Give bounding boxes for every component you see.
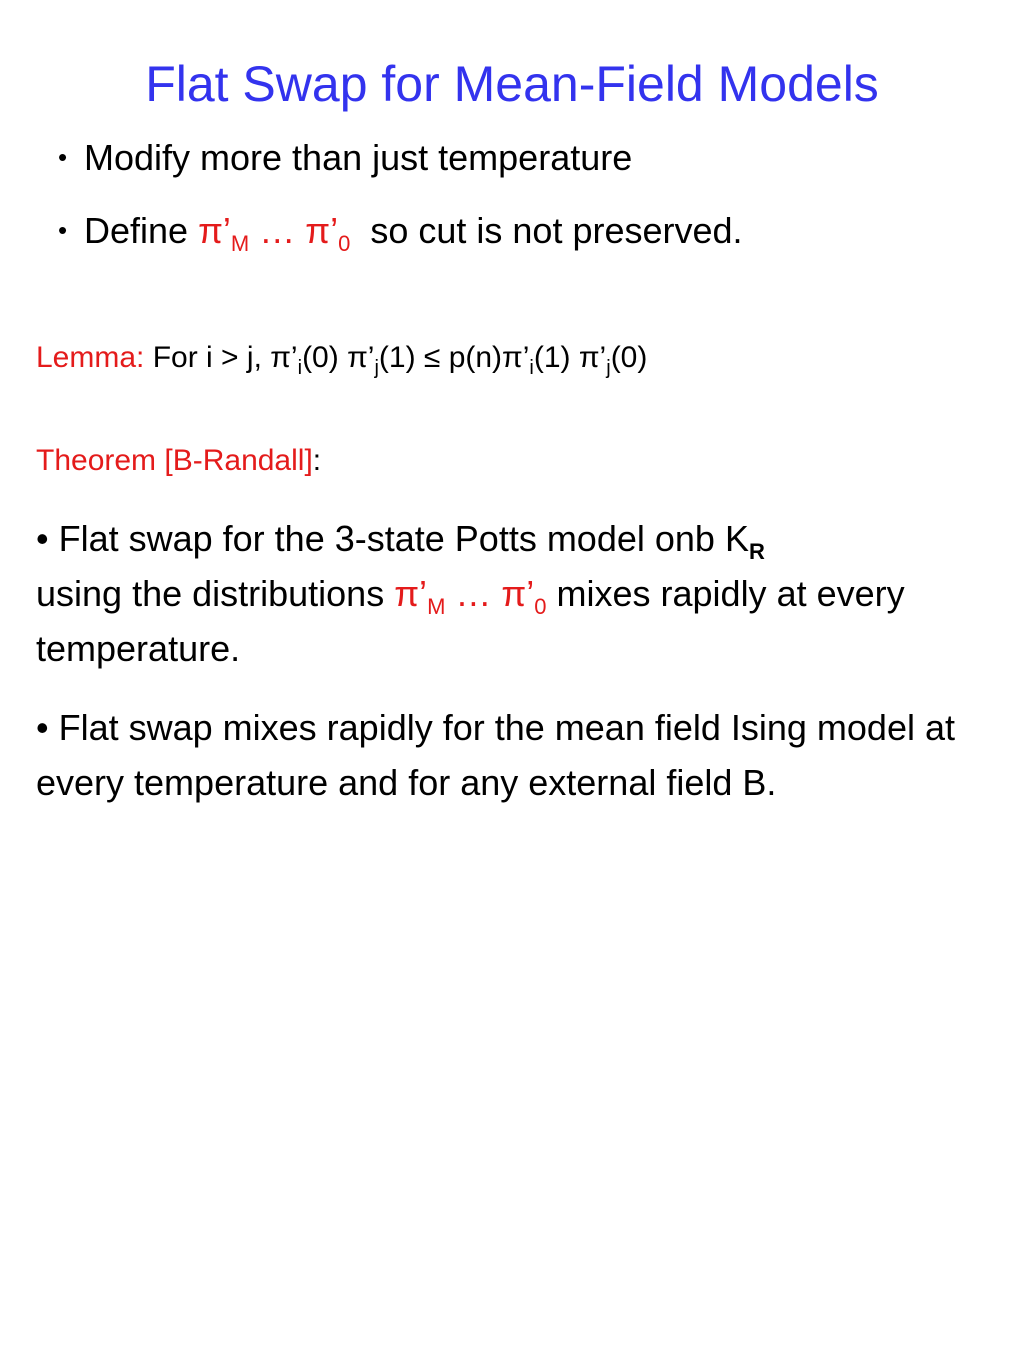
lemma-text-5: (0)	[610, 341, 648, 374]
lemma-label: Lemma:	[36, 341, 145, 374]
pi-m-subscript: M	[427, 594, 446, 619]
pi-0-subscript: 0	[338, 231, 351, 256]
result-ising: • Flat swap mixes rapidly for the mean field Ising model at every temperature and for any external field B.	[36, 707, 956, 803]
ellipsis: …	[445, 573, 502, 614]
bullet-modify	[58, 134, 632, 181]
bullet-suffix: so cut is not preserved.	[350, 210, 743, 251]
theorem-heading	[36, 441, 321, 481]
slide-title: Flat Swap for Mean-Field Models	[145, 56, 879, 112]
bullet-marker: •	[58, 215, 68, 245]
lemma-text-1: For i > j, π’	[144, 341, 298, 374]
pi-m-symbol	[198, 210, 351, 256]
result-potts	[36, 511, 986, 676]
theorem-label: Theorem [B-Randall]	[36, 444, 313, 477]
pi-0-text: π’	[501, 573, 535, 614]
lemma-text-3: (1) ≤ p(n)π’	[378, 341, 530, 374]
ellipsis: …	[249, 210, 306, 251]
lemma-text-2: (0) π’	[302, 341, 375, 374]
lemma-text-4: (1) π’	[533, 341, 607, 374]
lemma-sub-1: i	[297, 357, 303, 379]
pi-m-subscript: M	[230, 231, 250, 256]
pi-0-text: π’	[305, 210, 339, 251]
pi-m-text: π’	[198, 210, 231, 251]
potts-line-1: • Flat swap for the 3-state Potts model onb K	[36, 518, 749, 559]
lemma-sub-2: j	[374, 357, 379, 379]
bullet-text: Modify more than just temperature	[84, 137, 633, 178]
pi-0-subscript: 0	[534, 594, 547, 619]
lemma-sub-4: j	[606, 357, 611, 379]
bullet-marker: •	[58, 142, 68, 172]
lemma-sub-3: i	[529, 357, 534, 379]
potts-line-2-prefix: using the distributions	[36, 573, 395, 614]
bullet-prefix: Define	[84, 210, 199, 251]
pi-range	[394, 573, 547, 619]
k-subscript: R	[748, 539, 765, 564]
theorem-colon: :	[312, 444, 322, 477]
bullet-define	[58, 207, 743, 254]
lemma-statement	[36, 338, 647, 378]
potts-line-2-suffix: mixes rapidly at every temperature.	[36, 573, 905, 669]
pi-m-text: π’	[394, 573, 428, 614]
